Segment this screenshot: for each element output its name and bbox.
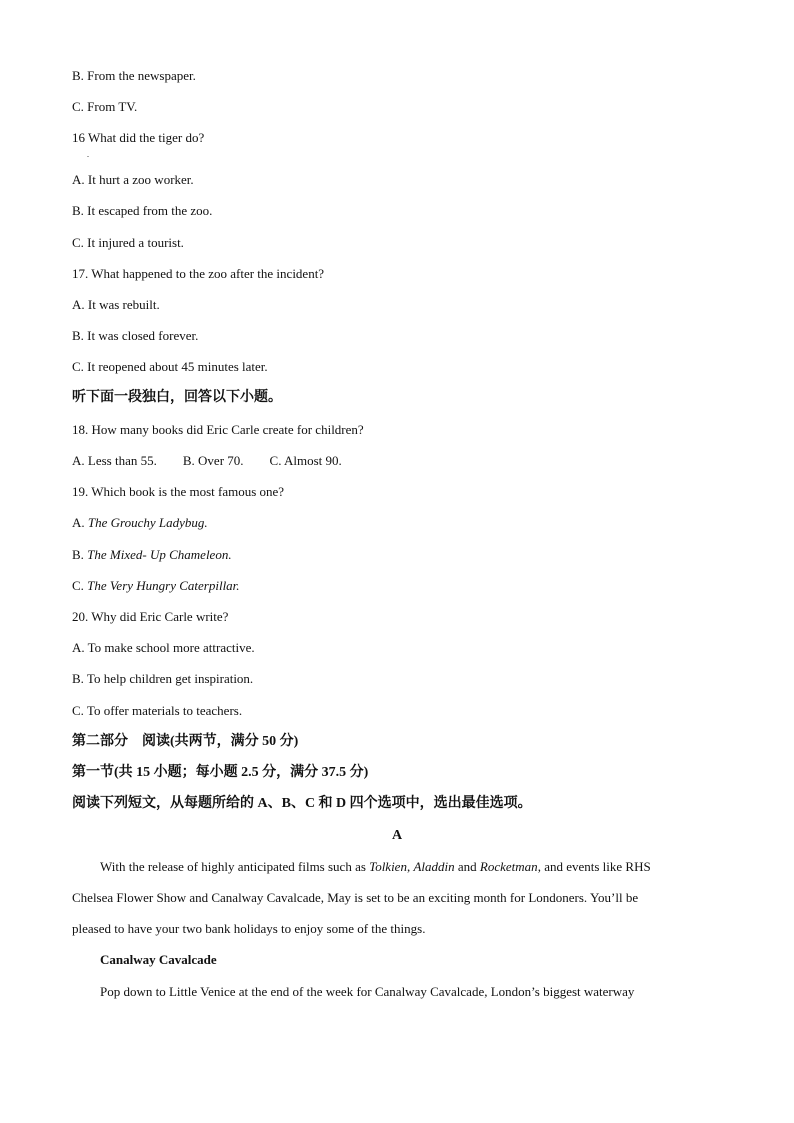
passage-line-2: Chelsea Flower Show and Canalway Cavalcade, May is set to be an exciting month for Londoners. You’ll be xyxy=(72,890,639,905)
option-19a-title: The Grouchy Ladybug. xyxy=(87,515,208,530)
passage-text: With the release of highly anticipated films such as xyxy=(100,859,370,874)
option-19a xyxy=(72,515,208,531)
section-instruction: 听下面一段独白，回答以下小题。 xyxy=(72,390,282,405)
option-16c: C. It injured a tourist. xyxy=(72,235,184,250)
question-19: 19. Which book is the most famous one? xyxy=(72,484,285,499)
option-19c-letter: C. xyxy=(72,578,88,593)
option-20b: B. To help children get inspiration. xyxy=(72,671,254,686)
part2-section1: 第一节(共 15 小题；每小题 2.5 分，满分 37.5 分) xyxy=(72,765,369,780)
part2-title: 第二部分 阅读(共两节，满分 50 分) xyxy=(72,734,299,749)
option-19b xyxy=(72,547,232,563)
passage-subheading: Canalway Cavalcade xyxy=(100,952,217,967)
option-18a: A. Less than 55. xyxy=(72,453,157,468)
film-title-tolkien: Tolkien xyxy=(369,859,407,874)
passage-line-3: pleased to have your two bank holidays to enjoy some of the things. xyxy=(72,921,426,936)
part2-instruction: 阅读下列短文，从每题所给的 A、B、C 和 D 四个选项中，选出最佳选项。 xyxy=(72,796,532,811)
options-18 xyxy=(72,453,342,469)
option-16a: A. It hurt a zoo worker. xyxy=(72,172,194,187)
question-20: 20. Why did Eric Carle write? xyxy=(72,609,229,624)
option-19a-letter: A. xyxy=(72,515,88,530)
film-title-rocketman: Rocketman xyxy=(479,859,538,874)
passage-line-4: Pop down to Little Venice at the end of the week for Canalway Cavalcade, London’s biggest waterway xyxy=(100,984,635,999)
option-20c: C. To offer materials to teachers. xyxy=(72,703,243,718)
option-17b: B. It was closed forever. xyxy=(72,328,199,343)
passage-text: , and events like RHS xyxy=(537,859,651,874)
option-15c: C. From TV. xyxy=(72,99,138,114)
option-19b-title: The Mixed- Up Chameleon. xyxy=(87,547,232,562)
option-20a: A. To make school more attractive. xyxy=(72,640,255,655)
option-18b: B. Over 70. xyxy=(182,453,244,468)
question-17: 17. What happened to the zoo after the incident? xyxy=(72,266,325,281)
question-18: 18. How many books did Eric Carle create for children? xyxy=(72,422,364,437)
passage-sep: and xyxy=(454,859,480,874)
option-15b: B. From the newspaper. xyxy=(72,68,196,83)
question-16: 16 What did the tiger do? xyxy=(72,130,205,145)
option-18c: C. Almost 90. xyxy=(269,453,342,468)
passage-label: A xyxy=(391,828,403,843)
option-19b-letter: B. xyxy=(72,547,88,562)
option-16b: B. It escaped from the zoo. xyxy=(72,203,213,218)
stray-dot: . xyxy=(87,150,89,159)
option-17c: C. It reopened about 45 minutes later. xyxy=(72,359,268,374)
option-19c xyxy=(72,578,240,594)
option-17a: A. It was rebuilt. xyxy=(72,297,160,312)
passage-sep: , xyxy=(406,859,414,874)
option-19c-title: The Very Hungry Caterpillar. xyxy=(87,578,240,593)
passage-line-1 xyxy=(72,859,694,875)
film-title-aladdin: Aladdin xyxy=(413,859,455,874)
